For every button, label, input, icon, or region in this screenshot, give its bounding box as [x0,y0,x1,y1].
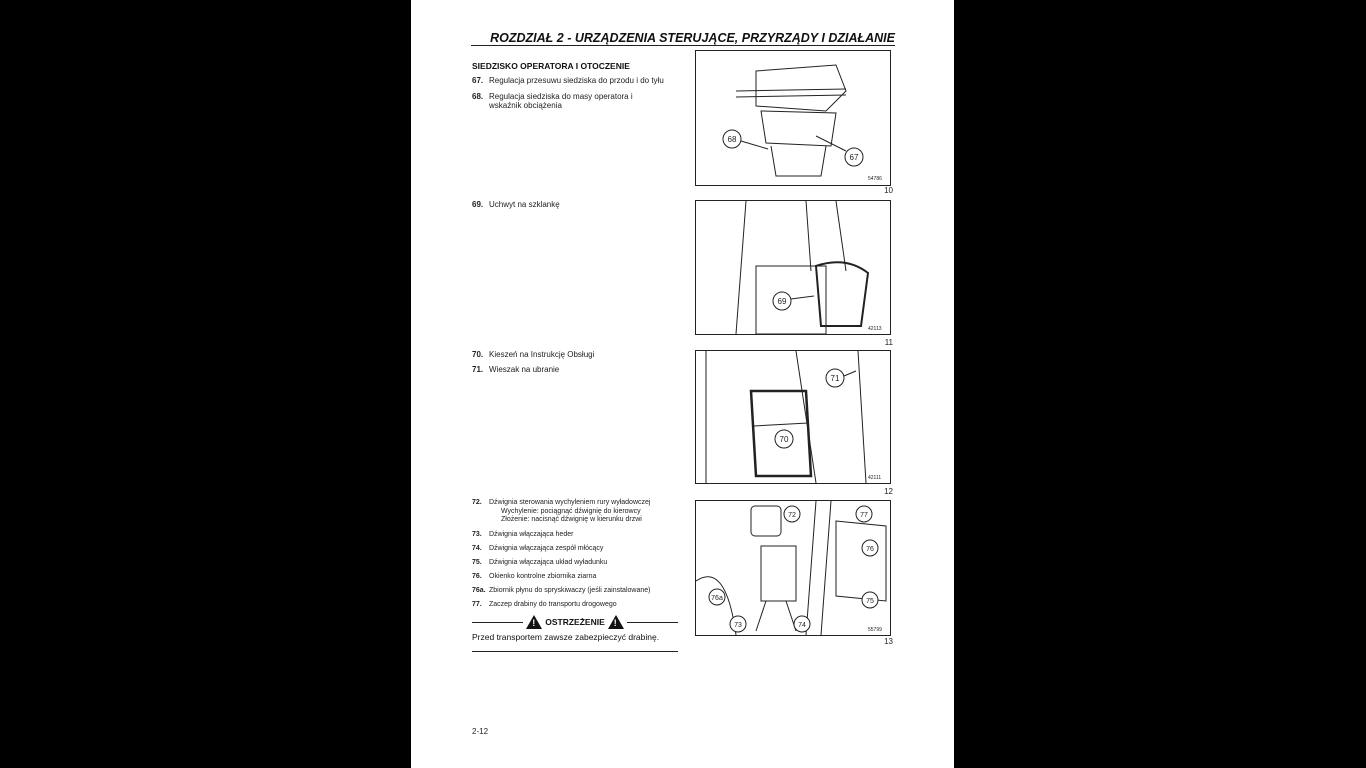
list-item: 76. Okienko kontrolne zbiornika ziarna [472,573,597,580]
header-rule [471,45,895,46]
list-item: 76a. Zbiornik płynu do spryskiwaczy (jeśli zainstalowane) [472,587,651,594]
svg-text:76a: 76a [711,595,723,602]
warning-text: Przed transportem zawsze zabezpieczyć drabinę. [472,632,660,642]
figure-number: 12 [884,487,893,496]
warning-label: OSTRZEŻENIE [545,617,605,627]
figure-number: 10 [884,186,893,195]
svg-text:42111: 42111 [868,475,882,481]
figure-seat [695,50,891,186]
svg-text:67: 67 [849,153,859,162]
warning-icon: ! [526,615,542,629]
list-item: 67. Regulacja przesuwu siedziska do przodu i do tyłu [472,76,664,85]
figure-manual-pocket [695,350,891,484]
figure-levers [695,500,891,636]
svg-text:71: 71 [830,374,840,383]
list-item: 77. Zaczep drabiny do transportu drogowego [472,601,617,608]
list-item: 69. Uchwyt na szklankę [472,200,560,209]
list-item: 75. Dźwignia włączająca układ wyładunku [472,559,608,566]
svg-text:55799: 55799 [868,627,882,633]
list-item: 70. Kieszeń na Instrukcję Obsługi [472,350,595,359]
list-item: 71. Wieszak na ubranie [472,365,560,374]
list-item: 68. Regulacja siedziska do masy operatora i wskaźnik obciążenia [472,92,633,110]
page-number: 2-12 [472,727,489,736]
document-page [411,0,954,768]
svg-text:75: 75 [866,598,874,605]
list-item: 73. Dźwignia włączająca heder [472,531,574,538]
chapter-title: ROZDZIAŁ 2 - URZĄDZENIA STERUJĄCE, PRZYRZĄDY I DZIAŁANIE [490,31,895,45]
warning-block [472,615,678,652]
svg-text:73: 73 [734,622,742,629]
section-title: SIEDZISKO OPERATORA I OTOCZENIE [472,61,630,71]
svg-text:77: 77 [860,512,868,519]
svg-text:69: 69 [777,297,787,306]
figure-number: 11 [884,338,893,347]
svg-text:74: 74 [798,622,806,629]
figure-number: 13 [884,637,893,646]
svg-text:72: 72 [788,512,796,519]
figure-cup-holder [695,200,891,335]
svg-text:70: 70 [779,435,789,444]
svg-text:54786: 54786 [868,176,882,182]
svg-text:76: 76 [866,546,874,553]
list-item: 72. Dźwignia sterowania wychyleniem rury wyładowczej Wychylenie: pociągnąć dźwignię do kierowcy Złożenie: nacisnąć dźwignię w kierunku drzwi [472,499,651,523]
list-item: 74. Dźwignia włączająca zespół młócący [472,545,604,552]
svg-text:42113: 42113 [868,326,882,332]
svg-text:68: 68 [727,135,737,144]
warning-icon: ! [608,615,624,629]
